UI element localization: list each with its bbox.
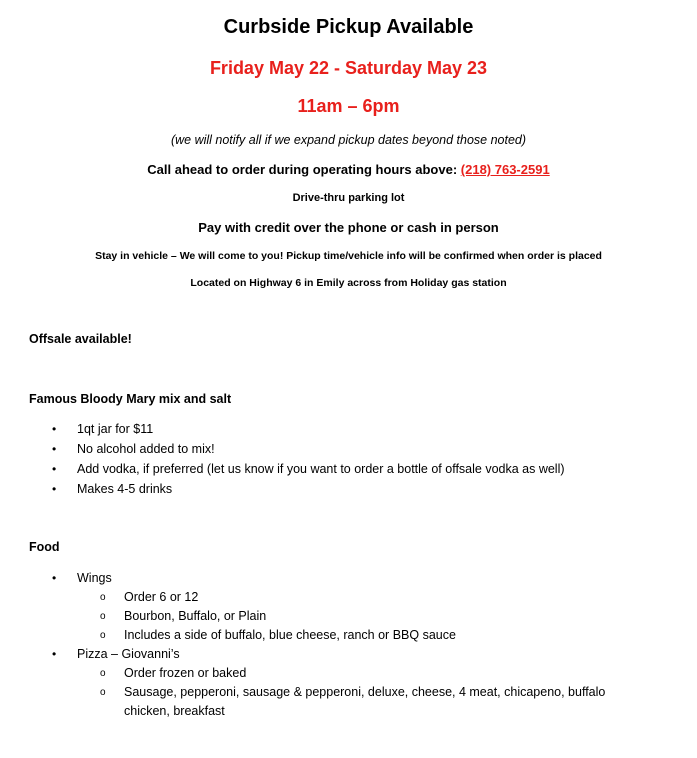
- list-item: Order frozen or baked: [124, 666, 247, 680]
- list-item: chicken, breakfast: [124, 704, 225, 718]
- sub-bullet-icon: o: [100, 687, 106, 698]
- bullet-icon: •: [52, 647, 57, 661]
- list-item: 1qt jar for $11: [77, 422, 154, 436]
- drive-thru-note: Drive-thru parking lot: [292, 192, 405, 204]
- bullet-icon: •: [52, 571, 57, 585]
- list-item: Order 6 or 12: [124, 590, 199, 604]
- bullet-icon: •: [52, 442, 57, 456]
- list-item: Add vodka, if preferred (let us know if you want to order a bottle of offsale vodka as well): [77, 462, 565, 476]
- phone-link[interactable]: (218) 763-2591: [460, 162, 550, 177]
- list-item: Makes 4-5 drinks: [77, 482, 173, 496]
- location-note: Located on Highway 6 in Emily across from Holiday gas station: [190, 277, 507, 289]
- notify-note: (we will notify all if we expand pickup dates beyond those noted): [170, 133, 527, 147]
- bullet-icon: •: [52, 482, 57, 496]
- list-item: Bourbon, Buffalo, or Plain: [124, 609, 267, 623]
- list-item: Sausage, pepperoni, sausage & pepperoni, deluxe, cheese, 4 meat, chicapeno, buffalo: [124, 685, 606, 699]
- pizza-item: Pizza – Giovanni’s: [77, 647, 180, 661]
- bullet-icon: •: [52, 422, 57, 436]
- sub-bullet-icon: o: [100, 611, 106, 622]
- bullet-icon: •: [52, 462, 57, 476]
- pickup-hours: 11am – 6pm: [297, 96, 400, 116]
- food-heading: Food: [29, 540, 60, 554]
- stay-in-vehicle-note: Stay in vehicle – We will come to you! Pickup time/vehicle info will be confirmed when order is placed: [95, 250, 602, 262]
- pickup-dates: Friday May 22 - Saturday May 23: [209, 58, 488, 78]
- sub-bullet-icon: o: [100, 668, 106, 679]
- payment-note: Pay with credit over the phone or cash in person: [198, 220, 499, 235]
- sub-bullet-icon: o: [100, 592, 106, 603]
- wings-item: Wings: [77, 571, 112, 585]
- sub-bullet-icon: o: [100, 630, 106, 641]
- bloody-mary-heading: Famous Bloody Mary mix and salt: [29, 392, 232, 406]
- call-ahead-text: Call ahead to order during operating hours above:: [147, 162, 461, 177]
- list-item: No alcohol added to mix!: [77, 442, 215, 456]
- page-title: Curbside Pickup Available: [223, 16, 474, 38]
- list-item: Includes a side of buffalo, blue cheese, ranch or BBQ sauce: [124, 628, 456, 642]
- offsale-heading: Offsale available!: [29, 332, 132, 346]
- call-ahead-line: [0, 162, 697, 177]
